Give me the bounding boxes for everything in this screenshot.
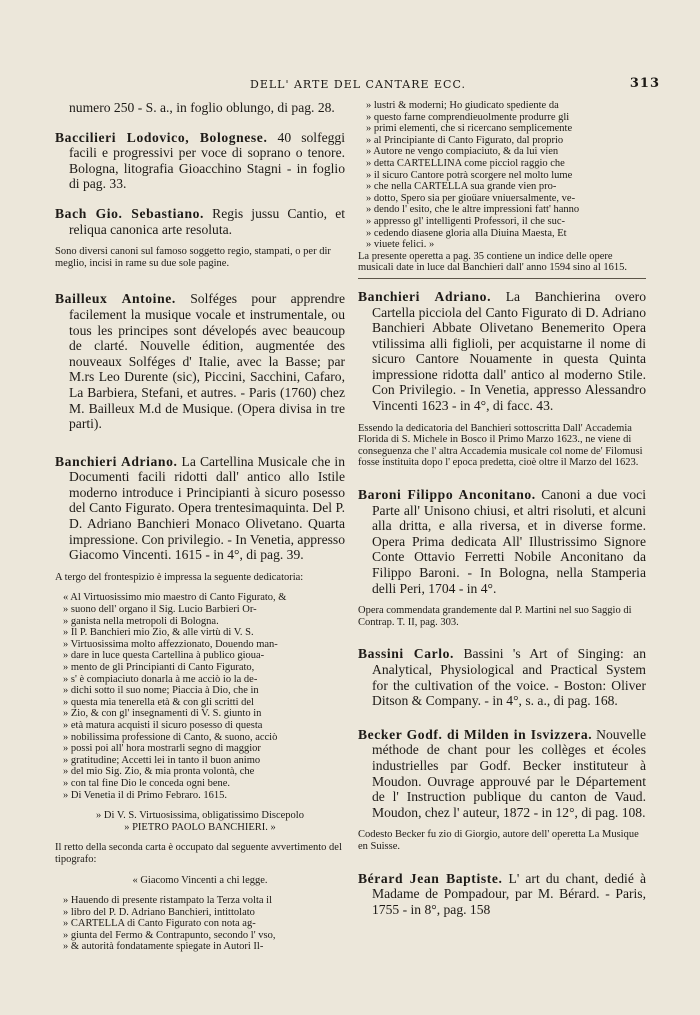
running-title: DELL' ARTE DEL CANTARE ECC. xyxy=(250,78,466,91)
entry-heading: Becker Godf. di Milden in Isvizzera. xyxy=(358,726,593,742)
entry-heading: Bach Gio. Sebastiano. xyxy=(55,205,205,221)
dedication-signature: » PIETRO PAOLO BANCHIERI. » xyxy=(124,821,276,833)
entry-note: Il retto della seconda carta è occupato dal seguente avvertimento del tipografo: xyxy=(55,842,342,865)
entry-banchieri-banchierina xyxy=(358,289,646,414)
entry-body: Nouvelle méthode de chant pour les collèges et écoles industrielles par Godf. Becker instituteur à Moudon. Ouvrage approuvé par le Département de l' Instruction publique du canton de Vaud. Moudon, chez l' auteur, 1872 - in 12°, di pag. 108. xyxy=(372,726,646,820)
printer-quote-continuation: » lustri & moderni; Ho giudicato spediente da » questo farne comprendieuolmente produrre gli » primi elementi, che si ricercano semplicemente » al Principiante di Canto Figurato, dal proprio » Autore ne vengo compiaciuto, & da lui vien » detta CARTELLINA come picciol raggio che » il sicuro Cantore potrà scorgere nel molto lume » che nella CARTELLA sua grande vien pro- » dotto, Spero sia per gioüare vniuersalmente, ve- » dendo l' esito, che le altre impressioni fatt' hanno » appresso gl' intelligenti Professori, il che suc- » cedendo diasene gloria alla Diuina Maesta, Et » viuete felici. » xyxy=(366,100,580,251)
entry-heading: Banchieri Adriano. xyxy=(358,288,492,304)
entry-heading: Bérard Jean Baptiste. xyxy=(358,870,503,886)
entry-bach xyxy=(55,206,345,237)
entry-banchieri-cartellina xyxy=(55,454,345,563)
left-column xyxy=(55,100,345,953)
entry-baccilieri xyxy=(55,130,345,192)
entry-bailleux xyxy=(55,291,345,431)
entry-body: Canoni a due voci Parte all' Unisono chiusi, et altri risoluti, et alcuni alla dritta, e alla riversa, et in diverse forme. Opera Prima dedicata All' Illustrissimo Signore Conte Ottavio Ferretti Nobile Anconitano da Filippo Baroni. - In Bologna, nella Stamperia delli Peri, 1704 - in 4°. xyxy=(372,487,646,596)
entry-body: Bassini 's Art of Singing: an Analytical, Physiological and Practical System for the cultivation of the voice. - Boston: Oliver Ditson & Company. - in 4°, s. a., di pag. 168. xyxy=(372,646,646,709)
entry-note: Codesto Becker fu zio di Giorgio, autore dell' operetta La Musique en Suisse. xyxy=(358,829,639,852)
entry-heading: Baroni Filippo Anconitano. xyxy=(358,487,536,503)
entry-note: Opera commendata grandemente dal P. Martini nel suo Saggio di Contrap. T. II, pag. 303. xyxy=(358,605,632,628)
dedication-quote: « Al Virtuosissimo mio maestro di Canto Figurato, & » suono dell' organo il Sig. Lucio Barbieri Or- » ganista nella metropoli di Bologna. xyxy=(63,592,287,627)
entry-body: Regis jussu Cantio, et reliqua canonica arte resoluta. xyxy=(69,205,346,237)
dedication-signature: » Di V. S. Virtuosissima, obligatissimo Discepolo xyxy=(96,810,304,822)
entry-heading: Bailleux Antoine. xyxy=(55,291,176,307)
entry-heading: Banchieri Adriano. xyxy=(55,453,178,469)
entry-berard xyxy=(358,871,646,918)
page-number: 313 xyxy=(629,76,660,91)
entry-body: 40 solfeggi facili e progressivi per voce di soprano o tenore. Bologna, litografia Gioacchino Stagni - in foglio di pag. 33. xyxy=(69,129,346,192)
entry-body: La Cartellina Musicale che in Documenti facili ridotti dall' antico allo Istile moderno introduce i Principianti à sicuro posesso del Canto Figurato. Opera trentesimaquinta. Del P. D. Adriano Banchieri Monaco Olivetano. Quarta impressione. Con privilegio. - In Venetia, appresso Giacomo Vincenti. 1615 - in 4°, di pag. 39. xyxy=(69,453,346,563)
entry-heading: Bassini Carlo. xyxy=(358,646,455,662)
dedication-quote: » Il P. Banchieri mio Zio, & alle virtù di V. S. » Virtuosissima molto affezzionato, Douendo man- » dare in luce questa Cartellina à publico gioua- » mento de gli Principianti di Canto Figurato, » s' è compiaciuto donarla à me acciò io la de- » dichi sotto il suo nome; Piaccia à Dio, che in » questa mia tenerella età & con gli scritti del » Zio, & con gl' insegnamenti di V. S. giunto in » età matura acquisti il sicuro posesso di questa » nobilissima professione di Canto, & suono, acciò » possi poi all' hora mostrarli segno di maggior » gratitudine; Accetti lei in tanto il buon animo » del mio Sig. Zio, & mia pronta volontà, che » con tal fine Dio le conceda ogni bene. » Di Venetia il di Primo Febraro. 1615. xyxy=(63,627,278,801)
right-column xyxy=(358,100,646,917)
printer-quote: » Hauendo di presente ristampato la Terza volta il » libro del P. D. Adriano Banchieri, intittolato » CARTELLA di Canto Figurato con nota ag- » giunta del Fermo & Contrapunto, secondo l' vso, » & autorità fondatamente spiegate in Autori Il- xyxy=(63,895,276,953)
entry-body: Solféges pour apprendre facilement la musique vocale et instrumentale, ou tous les principes sont dévelopés avec beaucoup de clarté. Nouvelle édition, augmentée des nouveaux Solféges d' Italie, avec la Basse; par M.rs Leo Durente (sic), Piccini, Sacchini, Cafaro, La Barbiera, Stefani, et autres. - Paris (1760) chez M. Bailleux M.d de Musique. (Opera divisa in tre parti). xyxy=(69,291,345,432)
entry-bassini xyxy=(358,646,646,708)
entry-heading: Baccilieri Lodovico, Bolognese. xyxy=(55,129,268,145)
entry-body: La Banchierina overo Cartella picciola del Canto Figurato di D. Adriano Banchieri Abbate Olivetano Benemerito Opera vtilissima alli figlioli, per acquistarne il nome di sicuro Cantore Nouamente in questa Quinta impressione ridotta dall' antico al moderno Stile. Con Privilegio. - In Venetia, appresso Alessandro Vincenti 1623 - in 4°, di facc. 43. xyxy=(372,288,647,414)
entry-body: L' art du chant, dedié à Madame de Pompadour, par M. Bérard. - Paris, 1755 - in 8°, pag. 158 xyxy=(372,870,646,917)
entry-note: A tergo del frontespizio è impressa la seguente dedicatoria: xyxy=(55,571,304,583)
entry-note: Essendo la dedicatoria del Banchieri sottoscritta Dall' Accademia Florida di S. Michele in Bosco il Primo Marzo 1623., ne viene di conseguenza che l' altra Accademia musicale col nome de' Filomusi fosse instituita dopo l' epoca predetta, cioè oltre il Marzo del 1623. xyxy=(358,422,643,469)
printer-quote: « Giacomo Vincenti a chi legge. xyxy=(132,874,268,886)
entry-note: Sono diversi canoni sul famoso soggetto regio, stampati, o per dir meglio, incisi in rame su due sole pagine. xyxy=(55,246,331,269)
entry-continuation: numero 250 - S. a., in foglio oblungo, di pag. 28. xyxy=(69,100,335,115)
divider xyxy=(358,278,646,279)
entry-baroni xyxy=(358,487,646,596)
entry-becker xyxy=(358,727,646,821)
entry-note: La presente operetta a pag. 35 contiene un indice delle opere musicali date in luce dal Banchieri dall' anno 1594 sino al 1615. xyxy=(358,250,627,274)
